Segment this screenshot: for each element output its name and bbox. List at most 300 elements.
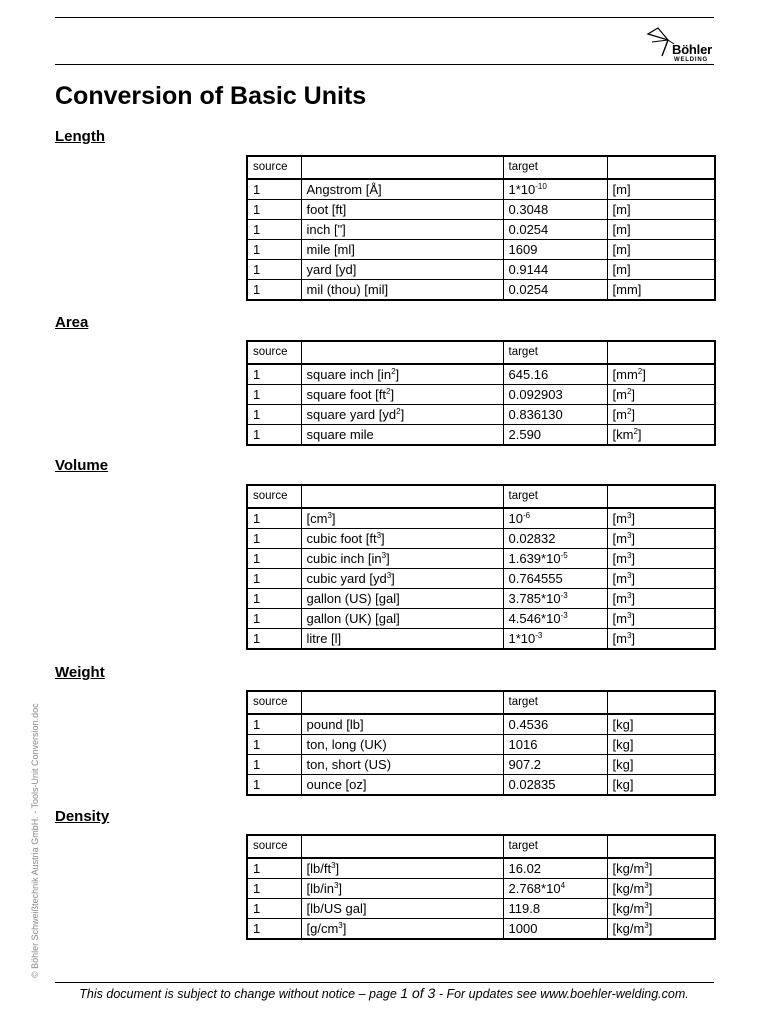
cell-unit-text: square mile	[306, 427, 374, 442]
cell-value-text: 4.546*10	[508, 611, 561, 626]
cell-value-text: 0.3048	[508, 202, 549, 217]
cell-target	[607, 858, 715, 879]
cell-unit	[301, 609, 503, 629]
cell-unit	[301, 240, 503, 260]
cell-value	[503, 425, 607, 446]
header-blank	[301, 691, 503, 714]
table-row	[247, 899, 715, 919]
cell-qty	[247, 549, 301, 569]
cell-value	[503, 179, 607, 200]
cell-qty-text: 1	[253, 717, 261, 732]
cell-target	[607, 775, 715, 796]
header-source: source	[247, 156, 301, 179]
cell-qty	[247, 364, 301, 385]
cell-unit	[301, 629, 503, 650]
cell-unit	[301, 425, 503, 446]
cell-value-text: 1*10	[508, 182, 536, 197]
cell-unit	[301, 405, 503, 425]
header-blank	[301, 156, 503, 179]
cell-target-text: [m]	[612, 202, 631, 217]
cell-target-text: [kg/m	[612, 881, 645, 896]
cell-target-suffix: ]	[648, 901, 653, 916]
cell-target-suffix: ]	[631, 531, 636, 546]
cell-value	[503, 240, 607, 260]
cell-unit-suffix: ]	[390, 387, 395, 402]
header-target: target	[503, 835, 607, 858]
header-target: target	[503, 341, 607, 364]
cell-target	[607, 755, 715, 775]
cell-unit	[301, 280, 503, 301]
page-title: Conversion of Basic Units	[55, 82, 367, 110]
cell-unit-superscript: 2	[386, 387, 391, 396]
cell-target-superscript: 3	[626, 571, 632, 580]
cell-qty	[247, 200, 301, 220]
bohler-welding-logo	[646, 22, 716, 64]
cell-unit	[301, 260, 503, 280]
cell-unit-text: [cm	[306, 511, 328, 526]
cell-unit-text: square foot [ft	[306, 387, 386, 402]
cell-unit-text: gallon (UK) [gal]	[306, 611, 400, 626]
cell-value-superscript: -5	[560, 551, 568, 560]
cell-unit-text: inch ["]	[306, 222, 346, 237]
cell-qty-text: 1	[253, 182, 261, 197]
conversion-table	[246, 155, 716, 301]
cell-qty	[247, 899, 301, 919]
cell-unit	[301, 755, 503, 775]
cell-target-suffix: ]	[648, 921, 653, 936]
header-source: source	[247, 835, 301, 858]
section-heading: Density	[55, 808, 110, 825]
cell-target-text: [m]	[612, 182, 631, 197]
section-heading: Weight	[55, 664, 105, 681]
table-row	[247, 425, 715, 446]
cell-unit	[301, 569, 503, 589]
cell-value	[503, 529, 607, 549]
cell-unit-text: ton, short (US)	[306, 757, 392, 772]
table-row	[247, 858, 715, 879]
cell-value	[503, 280, 607, 301]
cell-value	[503, 405, 607, 425]
section-heading: Length	[55, 128, 105, 145]
cell-value-text: 1609	[508, 242, 538, 257]
cell-qty	[247, 179, 301, 200]
header-source: source	[247, 341, 301, 364]
cell-target-superscript: 3	[626, 611, 632, 620]
table-header-row	[247, 156, 715, 179]
header-blank	[607, 835, 715, 858]
cell-value	[503, 858, 607, 879]
cell-target-text: [m	[612, 571, 627, 586]
cell-target-superscript: 3	[626, 511, 632, 520]
cell-target	[607, 589, 715, 609]
cell-qty-text: 1	[253, 591, 261, 606]
cell-target-text: [m	[612, 387, 627, 402]
cell-target-superscript: 3	[626, 631, 632, 640]
cell-target-text: [kg]	[612, 757, 634, 772]
cell-qty	[247, 220, 301, 240]
cell-unit-suffix: ]	[386, 551, 390, 566]
cell-target-superscript: 3	[644, 861, 649, 870]
cell-qty-text: 1	[253, 631, 261, 646]
cell-value-superscript: -10	[535, 182, 547, 191]
cell-target	[607, 405, 715, 425]
cell-target-superscript: 2	[633, 427, 638, 436]
cell-unit-suffix: ]	[400, 407, 405, 422]
cell-unit-text: ounce [oz]	[306, 777, 367, 792]
table-row	[247, 714, 715, 735]
cell-target-suffix: ]	[648, 881, 653, 896]
cell-unit-text: ton, long (UK)	[306, 737, 387, 752]
footer-text-after: - For updates see www.boehler-welding.com.	[435, 987, 689, 1001]
cell-target-superscript: 3	[626, 531, 632, 540]
conversion-table	[246, 340, 716, 446]
table-header-row	[247, 341, 715, 364]
cell-value-text: 0.02835	[508, 777, 556, 792]
cell-target-text: [kg]	[612, 777, 634, 792]
cell-qty	[247, 629, 301, 650]
cell-unit-text: foot [ft]	[306, 202, 347, 217]
cell-unit-text: cubic inch [in	[306, 551, 382, 566]
cell-unit-superscript: 2	[391, 367, 396, 376]
cell-unit	[301, 879, 503, 899]
cell-unit-suffix: ]	[338, 881, 343, 896]
cell-value-text: 2.590	[508, 427, 542, 442]
cell-unit-text: square inch [in	[306, 367, 392, 382]
cell-unit-superscript: 3	[376, 531, 382, 540]
cell-unit-text: pound [lb]	[306, 717, 364, 732]
cell-target-superscript: 3	[626, 591, 632, 600]
cell-value	[503, 549, 607, 569]
cell-target-text: [m	[612, 407, 627, 422]
cell-target-superscript: 2	[626, 407, 632, 416]
table-row	[247, 609, 715, 629]
cell-unit	[301, 899, 503, 919]
cell-qty-text: 1	[253, 387, 261, 402]
cell-target-text: [m	[612, 511, 627, 526]
cell-value	[503, 589, 607, 609]
cell-value-superscript: -6	[522, 511, 531, 520]
page-footer	[0, 985, 768, 1001]
cell-qty-text: 1	[253, 737, 261, 752]
cell-value-text: 645.16	[508, 367, 549, 382]
cell-qty-text: 1	[253, 861, 261, 876]
footer-rule	[55, 982, 714, 983]
cell-unit-text: square yard [yd	[306, 407, 397, 422]
table-row	[247, 280, 715, 301]
cell-unit	[301, 775, 503, 796]
cell-unit-suffix: ]	[335, 861, 340, 876]
cell-target-suffix: ]	[648, 861, 653, 876]
cell-target-text: [m	[612, 631, 627, 646]
cell-value	[503, 260, 607, 280]
cell-value-text: 0.0254	[508, 222, 549, 237]
cell-target	[607, 609, 715, 629]
cell-qty-text: 1	[253, 222, 261, 237]
footer-page-number: 1 of 3	[400, 985, 436, 1001]
cell-unit	[301, 508, 503, 529]
cell-qty-text: 1	[253, 777, 261, 792]
cell-qty	[247, 240, 301, 260]
header-blank	[607, 691, 715, 714]
cell-target-text: [kg]	[612, 717, 634, 732]
cell-qty-text: 1	[253, 242, 261, 257]
header-blank	[301, 485, 503, 508]
cell-target-superscript: 3	[644, 921, 649, 930]
cell-qty-text: 1	[253, 921, 261, 936]
header-blank	[301, 835, 503, 858]
cell-target-suffix: ]	[642, 367, 646, 382]
footer-text-before: This document is subject to change without notice – page	[79, 987, 401, 1001]
cell-qty-text: 1	[253, 551, 261, 566]
cell-target-text: [m]	[612, 242, 631, 257]
cell-target-superscript: 3	[626, 551, 632, 560]
cell-unit	[301, 364, 503, 385]
cell-target-suffix: ]	[631, 511, 636, 526]
cell-unit	[301, 549, 503, 569]
cell-unit-text: cubic yard [yd	[306, 571, 387, 586]
cell-qty	[247, 858, 301, 879]
table-row	[247, 240, 715, 260]
cell-target	[607, 899, 715, 919]
cell-qty-text: 1	[253, 571, 261, 586]
cell-target-text: [kg/m	[612, 861, 645, 876]
header-target: target	[503, 691, 607, 714]
cell-unit-text: gallon (US) [gal]	[306, 591, 400, 606]
cell-unit-text: litre [l]	[306, 631, 342, 646]
cell-unit-suffix: ]	[395, 367, 400, 382]
cell-value-superscript: 4	[560, 881, 566, 890]
table-header-row	[247, 485, 715, 508]
cell-qty	[247, 589, 301, 609]
conversion-table	[246, 690, 716, 796]
table-row	[247, 260, 715, 280]
cell-value-text: 0.092903	[508, 387, 563, 402]
table-row	[247, 200, 715, 220]
top-rule	[55, 17, 714, 18]
header-blank	[607, 485, 715, 508]
cell-target	[607, 919, 715, 940]
cell-value	[503, 879, 607, 899]
cell-value-text: 0.02832	[508, 531, 556, 546]
cell-target	[607, 529, 715, 549]
cell-target-suffix: ]	[631, 571, 636, 586]
cell-qty	[247, 280, 301, 301]
header-blank	[607, 341, 715, 364]
cell-value	[503, 364, 607, 385]
table-row	[247, 385, 715, 405]
cell-unit-superscript: 3	[331, 861, 336, 870]
cell-value-text: 0.9144	[508, 262, 549, 277]
cell-qty-text: 1	[253, 407, 261, 422]
cell-qty	[247, 879, 301, 899]
cell-target-text: [m	[612, 591, 627, 606]
cell-qty	[247, 529, 301, 549]
cell-value-text: 1*10	[508, 631, 536, 646]
header-rule	[55, 64, 714, 65]
cell-value-text: 119.8	[508, 901, 541, 916]
cell-unit-text: yard [yd]	[306, 262, 357, 277]
cell-qty	[247, 385, 301, 405]
cell-unit-superscript: 3	[327, 511, 332, 520]
cell-target-text: [m	[612, 531, 627, 546]
cell-target-text: [km	[612, 427, 634, 442]
cell-unit-superscript: 3	[386, 571, 392, 580]
cell-target-superscript: 2	[626, 387, 632, 396]
cell-target-text: [kg/m	[612, 921, 645, 936]
cell-target-suffix: ]	[631, 387, 636, 402]
cell-target-superscript: 2	[637, 367, 643, 376]
cell-qty	[247, 260, 301, 280]
cell-target-text: [kg]	[612, 737, 634, 752]
cell-value-text: 907.2	[508, 757, 542, 772]
cell-unit	[301, 714, 503, 735]
cell-target	[607, 569, 715, 589]
cell-qty-text: 1	[253, 757, 261, 772]
cell-target	[607, 714, 715, 735]
table-header-row	[247, 691, 715, 714]
cell-target	[607, 879, 715, 899]
cell-qty-text: 1	[253, 531, 261, 546]
cell-unit-text: mil (thou) [mil]	[306, 282, 389, 297]
cell-target-text: [m	[612, 611, 627, 626]
cell-unit-text: [lb/ft	[306, 861, 332, 876]
cell-unit	[301, 858, 503, 879]
cell-target-suffix: ]	[631, 631, 636, 646]
cell-unit	[301, 220, 503, 240]
cell-value	[503, 220, 607, 240]
cell-value-text: 1016	[508, 737, 538, 752]
cell-unit-superscript: 3	[381, 551, 387, 560]
table-row	[247, 364, 715, 385]
cell-qty-text: 1	[253, 881, 261, 896]
cell-unit-text: Angstrom [Å]	[306, 182, 382, 197]
cell-value	[503, 755, 607, 775]
cell-value-text: 3.785*10	[508, 591, 561, 606]
cell-unit-suffix: ]	[342, 921, 347, 936]
cell-target-superscript: 3	[644, 881, 649, 890]
table-row	[247, 775, 715, 796]
header-source: source	[247, 485, 301, 508]
cell-target	[607, 200, 715, 220]
cell-qty	[247, 714, 301, 735]
cell-target	[607, 629, 715, 650]
cell-target	[607, 425, 715, 446]
cell-unit-superscript: 3	[333, 881, 339, 890]
cell-value	[503, 385, 607, 405]
cell-unit	[301, 179, 503, 200]
cell-qty-text: 1	[253, 282, 261, 297]
table-row	[247, 569, 715, 589]
conversion-table	[246, 834, 716, 940]
cell-unit-suffix: ]	[391, 571, 395, 586]
header-blank	[301, 341, 503, 364]
table-row	[247, 755, 715, 775]
cell-target-text: [kg/m	[612, 901, 645, 916]
cell-target	[607, 240, 715, 260]
cell-value-text: 0.836130	[508, 407, 563, 422]
cell-unit-superscript: 3	[338, 921, 343, 930]
logo-subtitle: WELDING	[674, 57, 708, 63]
section-heading: Area	[55, 314, 89, 331]
cell-qty	[247, 609, 301, 629]
cell-qty-text: 1	[253, 427, 261, 442]
cell-qty	[247, 735, 301, 755]
header-target: target	[503, 156, 607, 179]
cell-target-suffix: ]	[637, 427, 642, 442]
table-row	[247, 735, 715, 755]
header-target: target	[503, 485, 607, 508]
table-row	[247, 508, 715, 529]
cell-unit-superscript: 2	[396, 407, 401, 416]
cell-unit-suffix: ]	[381, 531, 385, 546]
cell-value-text: 0.764555	[508, 571, 563, 586]
cell-unit	[301, 529, 503, 549]
cell-value-text: 10	[508, 511, 523, 526]
cell-unit	[301, 735, 503, 755]
cell-qty	[247, 775, 301, 796]
cell-unit	[301, 589, 503, 609]
cell-target-text: [m]	[612, 222, 631, 237]
cell-qty	[247, 755, 301, 775]
cell-value	[503, 714, 607, 735]
cell-value-text: 0.4536	[508, 717, 549, 732]
cell-qty	[247, 425, 301, 446]
cell-value	[503, 508, 607, 529]
cell-value	[503, 775, 607, 796]
cell-unit	[301, 200, 503, 220]
cell-target-suffix: ]	[631, 551, 636, 566]
table-row	[247, 529, 715, 549]
cell-qty	[247, 508, 301, 529]
cell-value-superscript: -3	[535, 631, 543, 640]
cell-target-suffix: ]	[631, 611, 636, 626]
cell-value-text: 1.639*10	[508, 551, 561, 566]
cell-target-text: [m]	[612, 262, 631, 277]
cell-value-text: 0.0254	[508, 282, 549, 297]
cell-unit-text: mile [ml]	[306, 242, 355, 257]
cell-target	[607, 280, 715, 301]
cell-unit-text: cubic foot [ft	[306, 531, 377, 546]
cell-target-text: [m	[612, 551, 627, 566]
cell-target	[607, 220, 715, 240]
cell-target-superscript: 3	[644, 901, 649, 910]
cell-unit	[301, 385, 503, 405]
cell-unit	[301, 919, 503, 940]
cell-qty-text: 1	[253, 262, 261, 277]
table-row	[247, 220, 715, 240]
table-row	[247, 405, 715, 425]
header-blank	[607, 156, 715, 179]
cell-value	[503, 919, 607, 940]
cell-qty	[247, 569, 301, 589]
cell-value	[503, 899, 607, 919]
section-heading: Volume	[55, 457, 109, 474]
cell-value	[503, 569, 607, 589]
cell-target	[607, 179, 715, 200]
cell-qty-text: 1	[253, 202, 261, 217]
table-header-row	[247, 835, 715, 858]
conversion-table	[246, 484, 716, 650]
cell-target	[607, 364, 715, 385]
cell-value-text: 16.02	[508, 861, 542, 876]
cell-value	[503, 629, 607, 650]
table-row	[247, 629, 715, 650]
cell-value	[503, 609, 607, 629]
cell-target	[607, 385, 715, 405]
cell-target-suffix: ]	[631, 591, 636, 606]
cell-unit-text: [g/cm	[306, 921, 339, 936]
cell-unit-text: [lb/in	[306, 881, 334, 896]
